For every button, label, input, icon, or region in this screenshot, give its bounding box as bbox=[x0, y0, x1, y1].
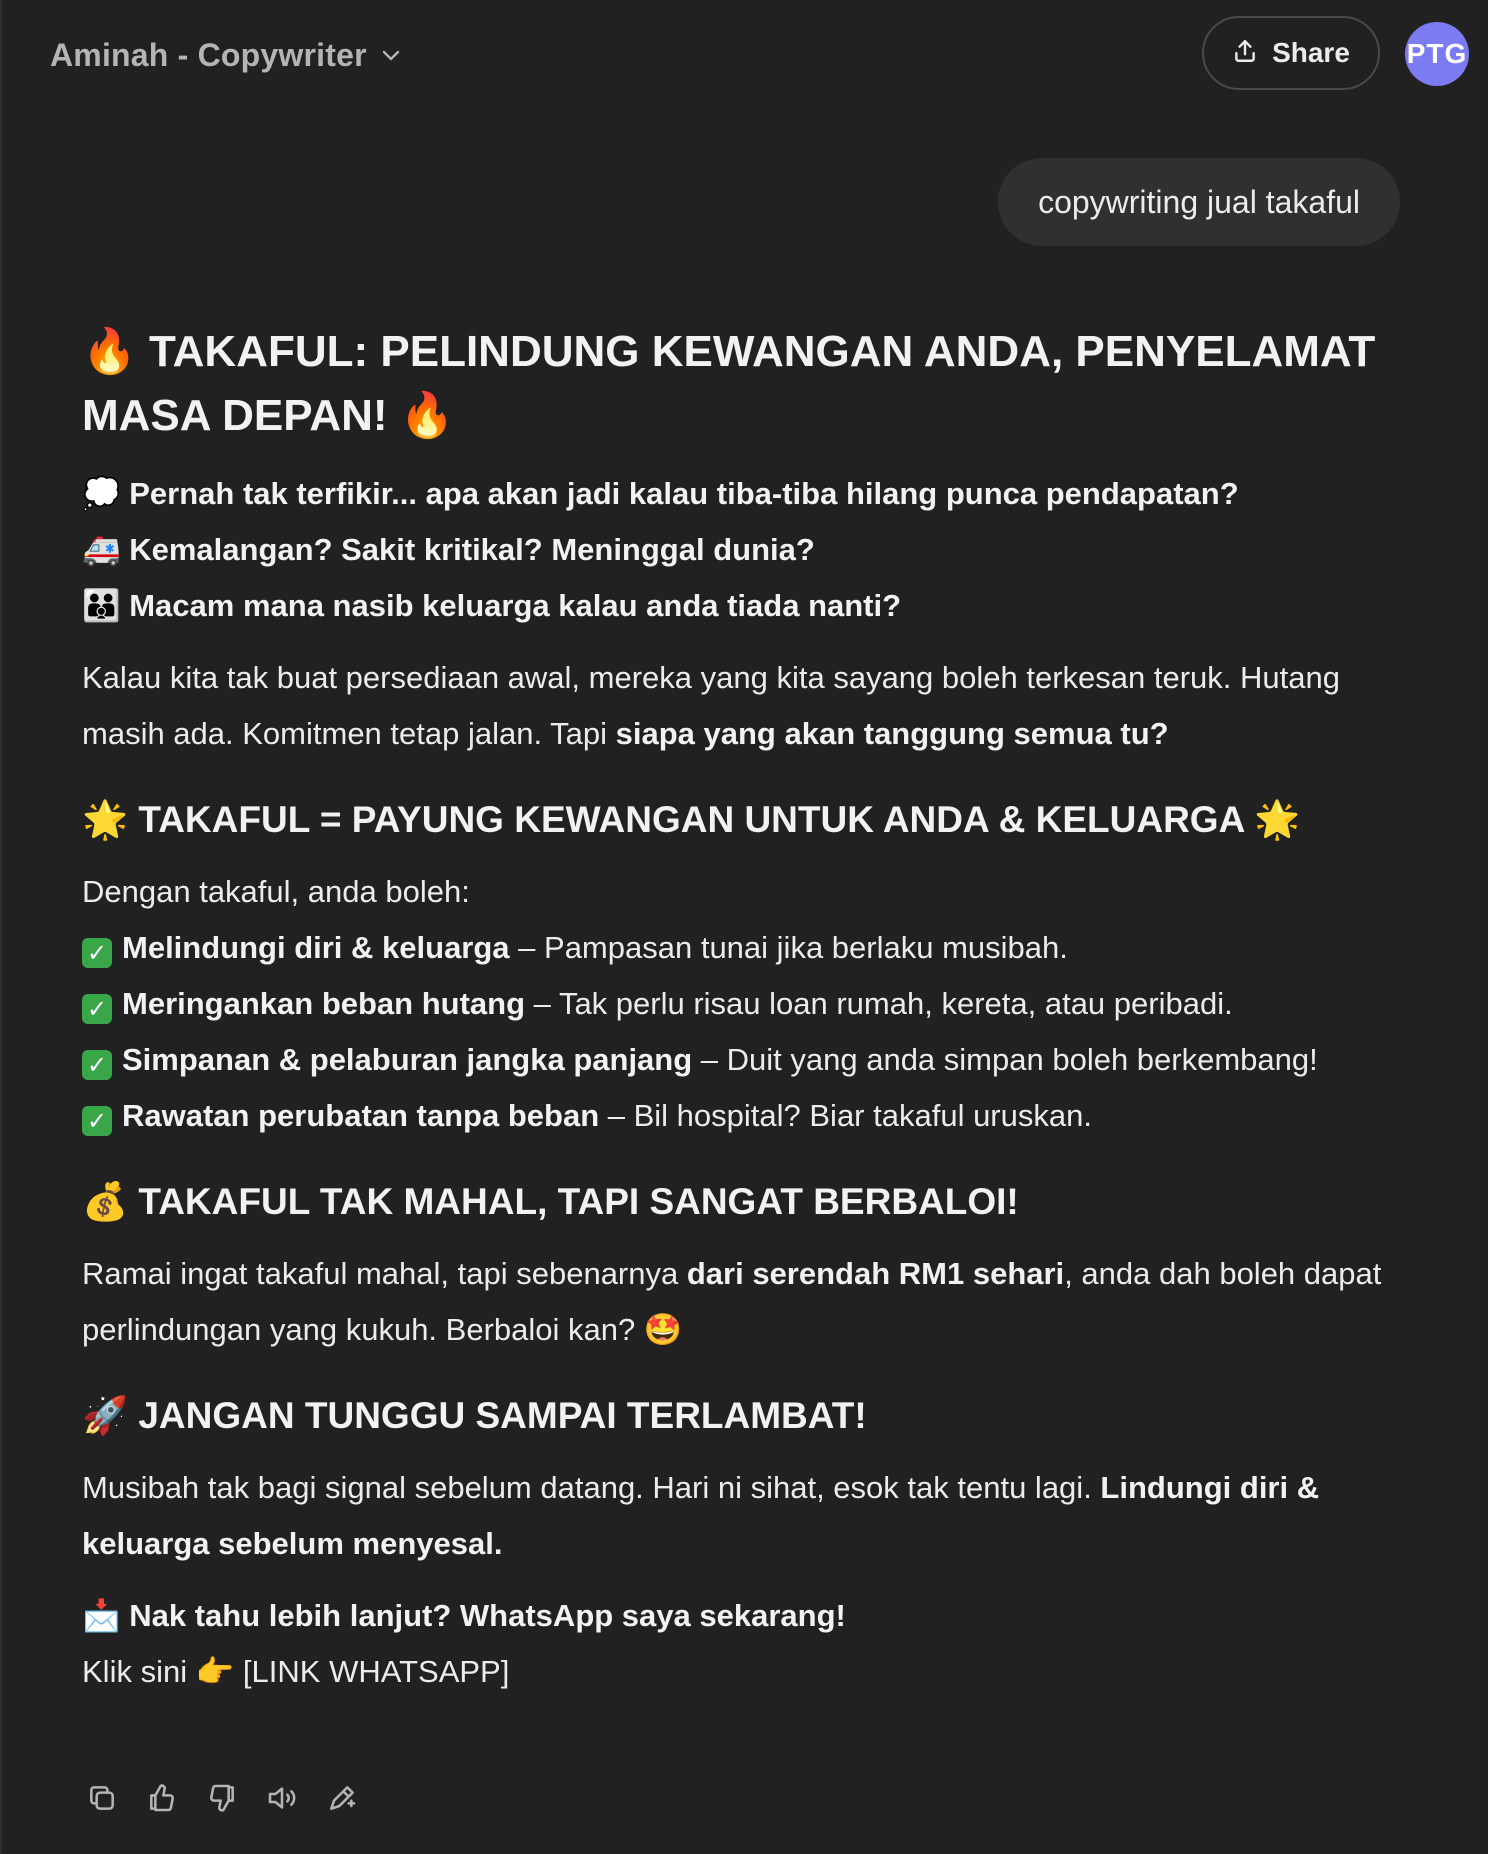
urgency-paragraph bbox=[82, 1460, 1407, 1572]
star-icon: 🌟 bbox=[82, 798, 129, 841]
cta-link-text: [LINK WHATSAPP] bbox=[234, 1654, 510, 1689]
benefit-title: Rawatan perubatan tanpa beban bbox=[122, 1098, 600, 1133]
intro-text: Kalau kita tak buat persediaan awal, mereka yang kita sayang boleh terkesan teruk. Hutang masih ada. Komitmen tetap jalan. Tapi bbox=[82, 660, 1340, 751]
question-line bbox=[82, 522, 1407, 578]
intro-paragraph bbox=[82, 650, 1407, 762]
question-text: Kemalangan? Sakit kritikal? Meninggal dunia? bbox=[129, 532, 815, 567]
envelope-icon: 📩 bbox=[82, 1598, 121, 1634]
pricing-text: , anda dah boleh dapat perlindungan yang kukuh. Berbaloi kan? bbox=[82, 1256, 1382, 1347]
section-heading-payung bbox=[82, 792, 1407, 848]
benefit-title: Meringankan beban hutang bbox=[122, 986, 526, 1021]
top-bar bbox=[0, 0, 1488, 110]
read-aloud-button[interactable] bbox=[264, 1782, 300, 1818]
intro-bold-text: siapa yang akan tanggung semua tu? bbox=[615, 716, 1169, 751]
share-icon bbox=[1232, 38, 1258, 69]
assistant-message bbox=[82, 320, 1407, 1700]
magic-pencil-icon bbox=[326, 1782, 358, 1819]
thought-bubble-icon: 💭 bbox=[82, 476, 121, 512]
fire-icon: 🔥 bbox=[399, 390, 455, 441]
benefit-item bbox=[82, 1032, 1407, 1088]
benefit-desc: – Bil hospital? Biar takaful uruskan. bbox=[599, 1098, 1092, 1133]
section-heading-text: JANGAN TUNGGU SAMPAI TERLAMBAT! bbox=[138, 1395, 867, 1436]
ambulance-icon: 🚑 bbox=[82, 532, 121, 568]
benefit-item bbox=[82, 976, 1407, 1032]
benefit-desc: – Duit yang anda simpan boleh berkembang! bbox=[692, 1042, 1318, 1077]
cta-link-prefix: Klik sini bbox=[82, 1654, 196, 1689]
pointing-hand-icon: 👉 bbox=[195, 1654, 235, 1690]
money-bag-icon: 💰 bbox=[82, 1180, 129, 1223]
response-title-text: TAKAFUL: PELINDUNG KEWANGAN ANDA, PENYELAMAT MASA DEPAN! bbox=[82, 327, 1376, 440]
section-heading-terlambat bbox=[82, 1388, 1407, 1444]
chevron-down-icon bbox=[379, 43, 403, 67]
avatar[interactable]: PTG bbox=[1405, 22, 1469, 86]
star-struck-icon: 🤩 bbox=[643, 1312, 683, 1348]
section-heading-text: TAKAFUL = PAYUNG KEWANGAN UNTUK ANDA & KELUARGA bbox=[138, 799, 1244, 840]
model-switcher[interactable] bbox=[50, 30, 403, 80]
cta-line bbox=[82, 1588, 1407, 1644]
thumbs-up-button[interactable] bbox=[144, 1782, 180, 1818]
pricing-bold-text: dari serendah RM1 sehari bbox=[686, 1256, 1065, 1291]
pricing-text: Ramai ingat takaful mahal, tapi sebenarnya bbox=[82, 1256, 687, 1291]
benefit-title: Simpanan & pelaburan jangka panjang bbox=[122, 1042, 693, 1077]
fire-icon: 🔥 bbox=[82, 326, 137, 377]
response-title bbox=[82, 320, 1407, 448]
question-text: Macam mana nasib keluarga kalau anda tiada nanti? bbox=[129, 588, 902, 623]
share-button[interactable] bbox=[1202, 16, 1380, 90]
thumbs-up-icon bbox=[146, 1782, 178, 1819]
message-actions bbox=[84, 1782, 360, 1818]
pricing-paragraph bbox=[82, 1246, 1407, 1358]
benefit-item bbox=[82, 1088, 1407, 1144]
section-heading-text: TAKAFUL TAK MAHAL, TAPI SANGAT BERBALOI! bbox=[138, 1181, 1019, 1222]
share-label: Share bbox=[1272, 37, 1350, 68]
check-icon: ✓ bbox=[82, 1050, 112, 1080]
benefit-title: Melindungi diri & keluarga bbox=[122, 930, 510, 965]
urgency-text: Musibah tak bagi signal sebelum datang. Hari ni sihat, esok tak tentu lagi. bbox=[82, 1470, 1101, 1505]
cta-text: Nak tahu lebih lanjut? WhatsApp saya sekarang! bbox=[129, 1598, 846, 1633]
thumbs-down-button[interactable] bbox=[204, 1782, 240, 1818]
question-line bbox=[82, 466, 1407, 522]
benefit-item bbox=[82, 920, 1407, 976]
question-text: Pernah tak terfikir... apa akan jadi kalau tiba-tiba hilang punca pendapatan? bbox=[129, 476, 1239, 511]
copy-button[interactable] bbox=[84, 1782, 120, 1818]
model-name: Aminah - Copywriter bbox=[50, 36, 367, 73]
benefit-desc: – Pampasan tunai jika berlaku musibah. bbox=[509, 930, 1068, 965]
user-message-bubble: copywriting jual takaful bbox=[998, 158, 1400, 246]
star-icon: 🌟 bbox=[1254, 798, 1301, 841]
speaker-icon bbox=[266, 1782, 298, 1819]
benefit-desc: – Tak perlu risau loan rumah, kereta, atau peribadi. bbox=[525, 986, 1233, 1021]
cta-link-line bbox=[82, 1644, 1407, 1700]
edit-button[interactable] bbox=[324, 1782, 360, 1818]
rocket-icon: 🚀 bbox=[82, 1394, 129, 1437]
benefits-lead: Dengan takaful, anda boleh: bbox=[82, 874, 470, 909]
urgency-bold-text: Lindungi diri & keluarga sebelum menyesal. bbox=[82, 1470, 1320, 1561]
check-icon: ✓ bbox=[82, 938, 112, 968]
thumbs-down-icon bbox=[206, 1782, 238, 1819]
window-edge bbox=[0, 0, 2, 1854]
section-heading-mahal bbox=[82, 1174, 1407, 1230]
copy-icon bbox=[86, 1782, 118, 1819]
question-line bbox=[82, 578, 1407, 634]
check-icon: ✓ bbox=[82, 1106, 112, 1136]
family-icon: 👪 bbox=[82, 588, 121, 624]
check-icon: ✓ bbox=[82, 994, 112, 1024]
